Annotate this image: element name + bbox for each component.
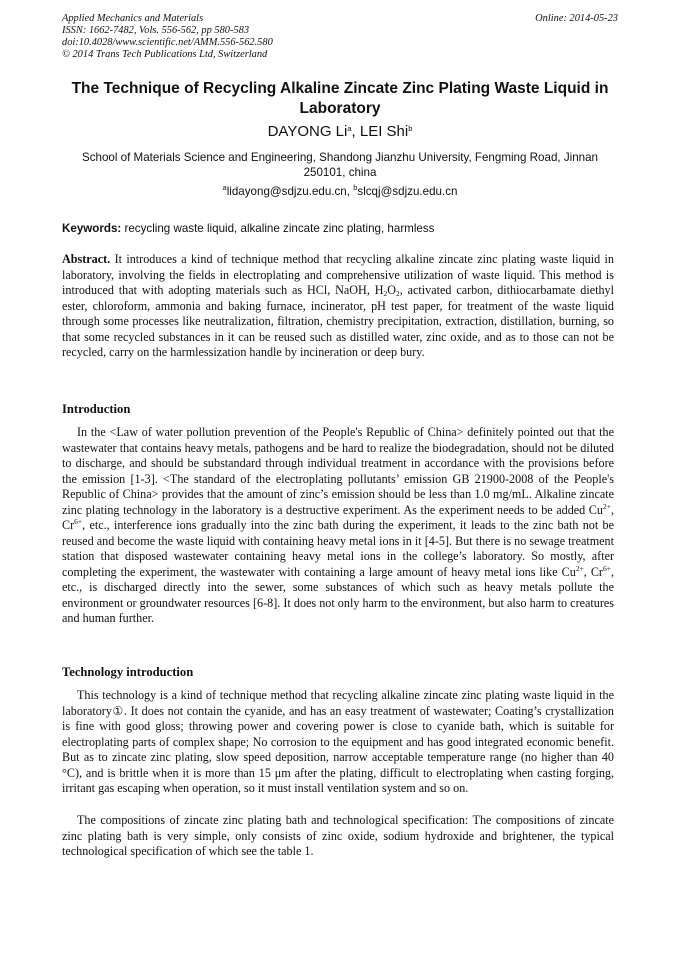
affiliation: School of Materials Science and Engineering, Shandong Jianzhu University, Fengming Road, Jinnan 250101, china xyxy=(81,151,598,179)
paper-title: The Technique of Recycling Alkaline Zincate Zinc Plating Waste Liquid in Laboratory xyxy=(71,80,609,117)
email-line xyxy=(62,184,618,199)
keywords-label: Keywords: xyxy=(62,222,122,235)
keywords xyxy=(62,221,618,236)
journal-name: Applied Mechanics and Materials xyxy=(62,13,204,24)
doi-line: doi:10.4028/www.scientific.net/AMM.556-562.580 xyxy=(62,37,273,48)
abstract: Abstract. It introduces a kind of technique method that recycling alkaline zincate zinc plating waste liquid in laboratory, involving the fields in electroplating and comprehensive utilization of waste liquid. This method is introduced that with adopting materials such as HCl, NaOH, $H_2O_2$, activated carbon, dithiocarbamate diethyl ester, chloroform, ammonia and baking furnace, incinerator, pH test paper, for treatment of the waste liquid through some processes like neutralization, filtration, chemistry precipitation, extraction, distillation, burning, so that some recycled substances in it can be reused such as distilled water, zinc oxide, and as to those can not be recycled, carry on the harmlessization handle by incineration or deep bury. xyxy=(62,252,615,359)
author-separator: , xyxy=(351,123,360,140)
email-separator: , xyxy=(346,185,354,198)
author-line xyxy=(62,123,618,141)
technology-paragraph: The compositions of zincate zinc plating bath and technological specification: The compositions of zincate zinc plating bath is very simple, only consists of zinc oxide, sodium hydroxide and brightener, the typical technological specification of which see the table 1. xyxy=(62,813,614,858)
section-heading: Introduction xyxy=(62,402,131,416)
keywords-text: recycling waste liquid, alkaline zincate zinc plating, harmless xyxy=(121,222,435,235)
author-name: DAYONG Li xyxy=(267,123,348,140)
email-address: slcqj@sdjzu.edu.cn xyxy=(357,185,458,198)
introduction-paragraph: In the <Law of water pollution prevention of the People's Republic of China> definitely pointed out that the wastewater that contains heavy metals, pathogens and be hard to realize the biodegradation, should not be diluted to discharge, and should be substandard through individual treatment in accordance with the provisions before the emission [1-3]. <The standard of the electroplating pollutants’ emission GB 21900-2008 of the People's Republic of China> provides that the amount of zinc’s emission should be less than 1.0 mg/mL. Alkaline zincate zinc plating technology in the laboratory is a destructive experiment. As the experiment needs to be added $Cu^{2+}$, $Cr^{6+}$, etc., interference ions gradually into the zinc bath during the experiment, it leads to the zinc bath not be reused and become the waste liquid with containing heavy metal ions in it [4-5]. But there is no sewage treatment station that disposed wastewater containing heavy metal ions in the college’s laboratory. So mostly, after completing the experiment, the wastewater with containing a large amount of heavy metal ions like $Cu^{2+}$, $Cr^{6+}$, etc., is discharged directly into the sewer, some substances of which such as heavy metals pollute the environment or groundwater resources [6-8]. It does not only harm to the environment, but also harm to creatures and human further. xyxy=(62,425,614,625)
email-marker: a xyxy=(222,183,227,192)
technology-paragraph: This technology is a kind of technique method that recycling alkaline zincate zinc plating waste liquid in the laboratory①. It does not contain the cyanide, and has an easy treatment of wastewater; Coating’s crystallization is fine with good gloss; throwing power and covering power is close to cyanide bath, which is suitable for electroplating parts of complex shape; No corrosion to the equipment and has good integrated economic benefit. But as to zincate zinc plating, slow speed deposition, narrow acceptable temperature range (no higher than 40 °C), and is brittle when it is more than 15 μm after the plating, difficult to electroplating when casting forging, irritant gas escaping when operation, so it must install ventilation system and so on. xyxy=(62,688,614,795)
abstract-label: Abstract. xyxy=(62,252,111,266)
affiliation-marker: b xyxy=(408,124,413,133)
journal-header xyxy=(62,13,618,61)
copyright-line: © 2014 Trans Tech Publications Ltd, Switzerland xyxy=(62,49,268,60)
author-name: LEI Shi xyxy=(359,123,409,140)
online-date: Online: 2014-05-23 xyxy=(535,13,618,24)
email-address: lidayong@sdjzu.edu.cn xyxy=(226,185,347,198)
email-marker: b xyxy=(353,183,358,192)
issn-line: ISSN: 1662-7482, Vols. 556-562, pp 580-583 xyxy=(62,25,250,36)
affiliation-marker: a xyxy=(347,124,352,133)
section-heading: Technology introduction xyxy=(62,665,194,679)
